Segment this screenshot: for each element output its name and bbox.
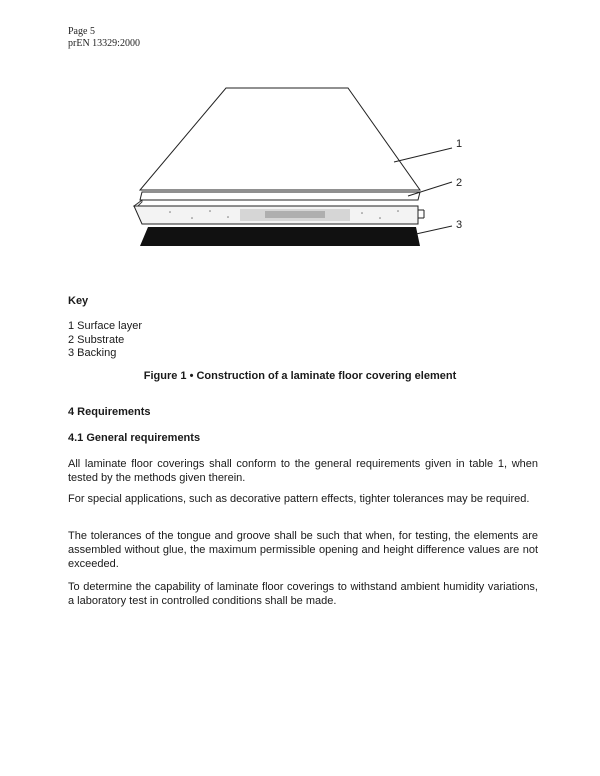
laminate-construction-figure (130, 84, 480, 254)
key-item: 1 Surface layer (68, 320, 142, 332)
figure-caption: Figure 1 • Construction of a laminate floor covering element (143, 370, 457, 382)
paragraph: For special applications, such as decorative pattern effects, tighter tolerances may be required. (68, 493, 530, 505)
paragraph: To determine the capability of laminate floor coverings to withstand ambient humidity variations, a laboratory test in controlled conditions shall be made. (68, 581, 538, 607)
paragraph: The tolerances of the tongue and groove shall be such that when, for testing, the elements are assembled without glue, the maximum permissible opening and height difference values are not exceeded. (68, 530, 538, 570)
page-number: Page 5 (68, 26, 95, 37)
backing-shape (140, 227, 420, 246)
key-heading: Key (68, 295, 89, 307)
key-list (68, 320, 538, 361)
paragraph: All laminate floor coverings shall conform to the general requirements given in table 1, when tested by the methods given therein. (68, 458, 538, 484)
key-item: 3 Backing (68, 347, 117, 359)
substrate-shape (134, 192, 424, 224)
callout-2: 2 (456, 177, 463, 189)
section-heading: 4 Requirements (68, 406, 151, 418)
subsection-heading: 4.1 General requirements (68, 432, 201, 444)
key-item: 2 Substrate (68, 333, 125, 346)
callout-3: 3 (456, 219, 463, 231)
surface-layer-shape (140, 88, 420, 190)
callout-1: 1 (456, 138, 463, 150)
document-id: prEN 13329:2000 (68, 38, 140, 49)
